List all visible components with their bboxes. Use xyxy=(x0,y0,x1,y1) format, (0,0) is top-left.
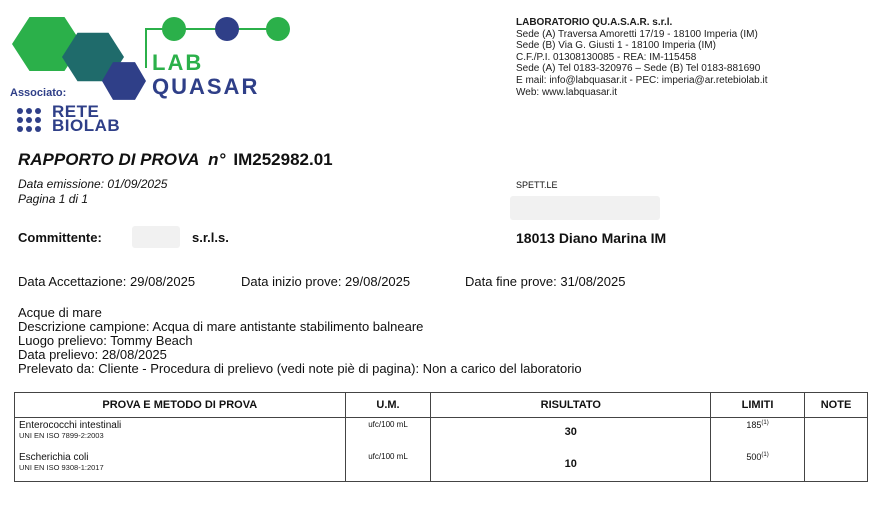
client-label: Committente: xyxy=(18,230,102,245)
result-cell: 10 xyxy=(431,450,711,482)
header-um: U.M. xyxy=(345,393,431,418)
results-table xyxy=(14,392,868,482)
logo-quasar-text: QUASAR xyxy=(152,74,260,99)
biolab-text: BIOLAB xyxy=(52,116,121,135)
retebiolab-dots-icon xyxy=(16,107,46,133)
lab-info xyxy=(516,17,768,98)
test-name: Enterococchi intestinali xyxy=(19,420,122,431)
header-test: PROVA E METODO DI PROVA xyxy=(15,393,346,418)
associato-label: Associato: xyxy=(10,87,67,99)
limit-note: (1) xyxy=(761,420,769,426)
test-cell xyxy=(15,418,346,450)
table-row xyxy=(15,418,868,450)
acceptance-date: Data Accettazione: 29/08/2025 xyxy=(18,274,196,289)
test-method: UNI EN ISO 9308-1:2017 xyxy=(19,462,104,472)
note-cell xyxy=(805,418,868,450)
report-meta xyxy=(18,177,167,207)
lab-line: C.F./P.I. 01308130085 - REA: IM-115458 xyxy=(516,51,697,63)
limit-cell xyxy=(711,418,805,450)
logo-dot-navy xyxy=(215,17,239,41)
end-date: Data fine prove: 31/08/2025 xyxy=(465,274,626,289)
note-cell xyxy=(805,450,868,482)
client-suffix: s.r.l.s. xyxy=(192,230,229,245)
labquasar-logo xyxy=(10,10,310,140)
lab-line: E mail: info@labquasar.it - PEC: imperia@ar.retebiolab.it xyxy=(516,74,768,86)
limit-note: (1) xyxy=(761,451,769,458)
header-limits: LIMITI xyxy=(711,393,805,418)
lab-line: Web: www.labquasar.it xyxy=(516,86,617,98)
lab-line: Sede (B) Via G. Giusti 1 - 18100 Imperia (IM) xyxy=(516,40,716,52)
sample-description xyxy=(18,306,582,376)
test-method: UNI EN ISO 7899-2:2003 xyxy=(19,431,104,440)
test-name: Escherichia coli xyxy=(19,451,89,463)
sample-line: Prelevato da: Cliente - Procedura di prelievo (vedi note piè di pagina): Non a carico del laboratorio xyxy=(18,361,582,376)
table-header-row xyxy=(15,393,868,418)
lab-name: LABORATORIO QU.A.S.A.R. s.r.l. xyxy=(516,17,673,28)
header-notes: NOTE xyxy=(805,393,868,418)
logo-lab-text: LAB xyxy=(152,50,204,75)
logo-dot-green-1 xyxy=(162,17,186,41)
logo-line-vertical xyxy=(145,28,148,68)
report-number: IM252982.01 xyxy=(233,150,333,169)
limit-value: 185 xyxy=(746,420,762,430)
limit-cell xyxy=(711,450,805,482)
redacted-client-name xyxy=(132,226,180,248)
table-row xyxy=(15,450,868,482)
lab-line: Sede (A) Tel 0183-320976 – Sede (B) Tel 0183-881690 xyxy=(516,63,761,75)
redacted-recipient xyxy=(510,196,660,220)
start-date: Data inizio prove: 29/08/2025 xyxy=(241,274,411,289)
rete-text: RETE xyxy=(52,102,100,121)
um-cell: ufc/100 mL xyxy=(345,450,431,482)
result-cell: 30 xyxy=(431,418,711,450)
sample-line: Acque di mare xyxy=(18,305,102,320)
sample-line: Data prelievo: 28/08/2025 xyxy=(18,347,167,362)
page-indicator: Pagina 1 di 1 xyxy=(18,192,89,206)
report-title-text: RAPPORTO DI PROVA n° xyxy=(18,150,226,169)
emission-date: Data emissione: 01/09/2025 xyxy=(18,177,168,191)
test-cell xyxy=(15,450,346,482)
limit-value: 500 xyxy=(746,451,762,462)
sample-line: Descrizione campione: Acqua di mare antistante stabilimento balneare xyxy=(18,319,424,334)
sample-line: Luogo prelievo: Tommy Beach xyxy=(18,333,193,348)
report-title xyxy=(18,150,333,170)
lab-line: Sede (A) Traversa Amoretti 17/19 - 18100 Imperia (IM) xyxy=(516,28,758,40)
um-cell: ufc/100 mL xyxy=(345,418,431,450)
header-result: RISULTATO xyxy=(431,393,711,418)
logo-dot-green-2 xyxy=(266,17,290,41)
client-address: 18013 Diano Marina IM xyxy=(516,230,667,246)
recipient-label: SPETT.LE xyxy=(516,180,558,190)
